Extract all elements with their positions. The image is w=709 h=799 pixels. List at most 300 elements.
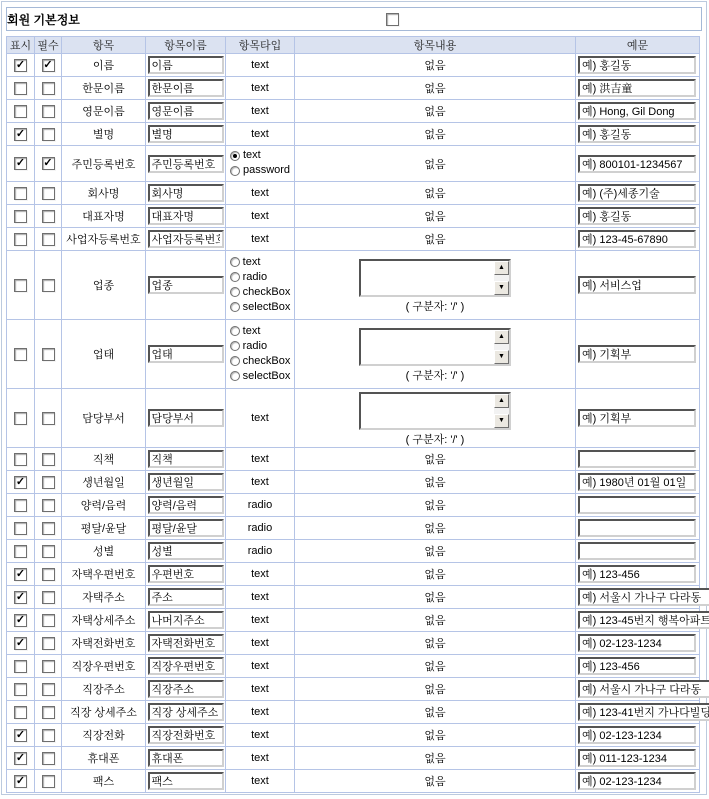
table-row (7, 678, 700, 701)
cell-item-type (226, 146, 295, 182)
item-name-input[interactable] (148, 588, 224, 606)
textarea-scrollbar[interactable] (494, 394, 509, 428)
required-checkbox[interactable] (42, 187, 55, 200)
cell-item-name (146, 54, 226, 77)
content-textarea[interactable] (359, 392, 511, 430)
item-name-input[interactable] (148, 565, 224, 583)
content-none-label: 없음 (424, 638, 446, 650)
example-input[interactable] (578, 496, 696, 514)
required-checkbox[interactable] (42, 637, 55, 650)
cell-required (35, 205, 62, 228)
cell-item (62, 146, 146, 182)
cell-item-name (146, 251, 226, 320)
example-input[interactable] (578, 450, 696, 468)
show-checkbox[interactable]: ✓ (15, 728, 26, 741)
show-checkbox[interactable]: ✓ (15, 567, 26, 580)
table-row (7, 123, 700, 146)
show-checkbox[interactable]: ✓ (15, 751, 26, 764)
cell-required (35, 320, 62, 389)
item-name-input[interactable] (148, 207, 224, 225)
scroll-up-button[interactable]: ▲ (494, 330, 509, 344)
example-input[interactable] (578, 657, 696, 675)
cell-item-name (146, 586, 226, 609)
cell-item-content (295, 724, 576, 747)
show-checkbox[interactable]: ✓ (15, 613, 26, 626)
show-checkbox[interactable]: ✓ (15, 157, 26, 169)
type-label: text (251, 591, 269, 603)
item-name-input[interactable] (148, 409, 224, 427)
item-label: 직책 (92, 454, 115, 466)
cell-item-type (226, 205, 295, 228)
cell-required (35, 448, 62, 471)
content-none-label: 없음 (424, 129, 446, 141)
cell-required (35, 540, 62, 563)
textarea-scrollbar[interactable] (494, 330, 509, 364)
required-checkbox[interactable] (42, 412, 55, 425)
scroll-up-button[interactable]: ▲ (494, 261, 509, 275)
item-name-input[interactable] (148, 657, 224, 675)
show-checkbox[interactable] (14, 706, 27, 719)
table-row (7, 609, 700, 632)
header-show: 표시 (7, 37, 35, 54)
required-checkbox[interactable] (42, 614, 55, 627)
table-row (7, 228, 700, 251)
example-input[interactable] (578, 102, 696, 120)
table-row (7, 389, 700, 448)
cell-item-type (226, 586, 295, 609)
content-textarea-holder (295, 328, 575, 383)
cell-required (35, 517, 62, 540)
required-checkbox[interactable] (42, 233, 55, 246)
cell-required (35, 228, 62, 251)
item-label: 휴대폰 (87, 753, 120, 765)
cell-required (35, 586, 62, 609)
radio-label: radio (242, 270, 268, 283)
cell-item (62, 655, 146, 678)
cell-item-name (146, 205, 226, 228)
cell-item-content (295, 389, 576, 448)
required-checkbox[interactable] (42, 660, 55, 673)
item-label: 회사명 (87, 188, 120, 200)
cell-item (62, 678, 146, 701)
content-none-label: 없음 (424, 188, 446, 200)
type-radio-group (230, 255, 291, 315)
cell-required (35, 563, 62, 586)
cell-example (576, 770, 700, 793)
cell-item (62, 448, 146, 471)
required-checkbox[interactable] (42, 729, 55, 742)
radio-text[interactable] (230, 151, 240, 161)
example-input[interactable] (578, 680, 709, 698)
item-name-input[interactable] (148, 519, 224, 537)
required-checkbox[interactable] (42, 476, 55, 489)
required-checkbox[interactable] (42, 706, 55, 719)
separator-note: ( 구분자: '/' ) (405, 434, 465, 446)
cell-item-name (146, 228, 226, 251)
example-input[interactable] (578, 125, 696, 143)
cell-show (7, 448, 35, 471)
cell-item (62, 517, 146, 540)
content-none-label: 없음 (424, 158, 446, 171)
type-label: text (251, 729, 269, 741)
cell-item (62, 609, 146, 632)
cell-item-content (295, 205, 576, 228)
item-label: 자택상세주소 (71, 615, 136, 627)
type-label: text (251, 476, 269, 488)
item-name-input[interactable] (148, 611, 224, 629)
cell-show (7, 146, 35, 182)
item-label: 대표자명 (82, 211, 125, 223)
cell-item-name (146, 123, 226, 146)
type-label: text (251, 775, 269, 787)
cell-show (7, 747, 35, 770)
show-checkbox[interactable]: ✓ (15, 774, 26, 787)
example-input[interactable] (578, 588, 709, 606)
show-checkbox[interactable] (14, 233, 27, 246)
content-none-label: 없음 (424, 592, 446, 604)
content-none-label: 없음 (424, 211, 446, 223)
item-label: 별명 (92, 129, 115, 141)
page-title-bar (6, 7, 702, 31)
scroll-down-button[interactable]: ▼ (494, 350, 509, 364)
cell-item-content (295, 678, 576, 701)
content-textarea[interactable] (359, 328, 511, 366)
example-input[interactable] (578, 565, 696, 583)
required-checkbox[interactable] (42, 568, 55, 581)
cell-item-type (226, 389, 295, 448)
show-checkbox[interactable]: ✓ (15, 475, 26, 488)
required-checkbox[interactable] (42, 348, 55, 361)
cell-example (576, 471, 700, 494)
example-input[interactable] (578, 207, 696, 225)
example-input[interactable] (578, 634, 696, 652)
cell-item-type (226, 182, 295, 205)
example-input[interactable] (578, 519, 696, 537)
required-checkbox[interactable] (42, 279, 55, 292)
type-radio-group (230, 148, 290, 178)
show-checkbox[interactable]: ✓ (15, 127, 26, 140)
table-row (7, 320, 700, 389)
radio-checkBox[interactable] (230, 287, 240, 297)
item-label: 직장전화 (82, 730, 125, 742)
radio-selectBox[interactable] (230, 371, 240, 381)
example-input[interactable] (578, 155, 696, 173)
cell-show (7, 77, 35, 100)
content-textarea-holder (295, 392, 575, 447)
show-checkbox[interactable] (14, 683, 27, 696)
show-checkbox[interactable] (14, 660, 27, 673)
example-input[interactable] (578, 56, 696, 74)
content-none-label: 없음 (424, 684, 446, 696)
item-name-input[interactable] (148, 634, 224, 652)
radio-checkBox[interactable] (230, 356, 240, 366)
cell-item-name (146, 517, 226, 540)
show-checkbox[interactable] (14, 453, 27, 466)
content-none-label: 없음 (424, 707, 446, 719)
required-checkbox[interactable] (42, 545, 55, 558)
required-checkbox[interactable] (42, 453, 55, 466)
item-name-input[interactable] (148, 749, 224, 767)
cell-item-type (226, 747, 295, 770)
table-row (7, 563, 700, 586)
cell-show (7, 471, 35, 494)
required-checkbox[interactable] (42, 82, 55, 95)
item-name-input[interactable] (148, 125, 224, 143)
item-name-input[interactable] (148, 450, 224, 468)
cell-required (35, 701, 62, 724)
cell-item-type (226, 251, 295, 320)
example-input[interactable] (578, 542, 696, 560)
required-checkbox[interactable] (42, 128, 55, 141)
item-name-input[interactable] (148, 726, 224, 744)
required-checkbox[interactable] (42, 775, 55, 788)
example-input[interactable] (578, 611, 709, 629)
table-row (7, 182, 700, 205)
example-input[interactable] (578, 703, 709, 721)
item-name-input[interactable] (148, 473, 224, 491)
radio-label: radio (242, 339, 268, 352)
item-label: 담당부서 (82, 413, 125, 425)
show-checkbox[interactable] (14, 522, 27, 535)
radio-radio[interactable] (230, 272, 240, 282)
item-name-input[interactable] (148, 56, 224, 74)
table-row (7, 540, 700, 563)
type-label: text (251, 706, 269, 718)
cell-item-content (295, 251, 576, 320)
cell-item-type (226, 655, 295, 678)
show-checkbox[interactable] (14, 82, 27, 95)
show-checkbox[interactable] (14, 105, 27, 118)
example-input[interactable] (578, 726, 696, 744)
required-checkbox[interactable]: ✓ (43, 58, 53, 71)
scroll-up-button[interactable]: ▲ (494, 394, 509, 408)
table-row (7, 655, 700, 678)
cell-item (62, 182, 146, 205)
cell-example (576, 123, 700, 146)
item-name-input[interactable] (148, 542, 224, 560)
required-checkbox[interactable] (42, 210, 55, 223)
example-input[interactable] (578, 473, 696, 491)
item-name-input[interactable] (148, 230, 224, 248)
example-input[interactable] (578, 184, 696, 202)
content-none-label: 없음 (424, 500, 446, 512)
content-none-label: 없음 (424, 477, 446, 489)
cell-example (576, 517, 700, 540)
cell-item (62, 701, 146, 724)
type-label: text (251, 637, 269, 649)
show-checkbox[interactable]: ✓ (15, 590, 26, 603)
cell-item-content (295, 586, 576, 609)
required-checkbox[interactable] (42, 105, 55, 118)
cell-required (35, 609, 62, 632)
example-input[interactable] (578, 276, 696, 294)
show-checkbox[interactable] (14, 187, 27, 200)
cell-item-content (295, 770, 576, 793)
item-name-input[interactable] (148, 276, 224, 294)
type-label: radio (247, 545, 273, 557)
cell-example (576, 609, 700, 632)
cell-item (62, 54, 146, 77)
scroll-down-button[interactable]: ▼ (494, 414, 509, 428)
cell-item-type (226, 100, 295, 123)
cell-example (576, 146, 700, 182)
cell-item-content (295, 517, 576, 540)
show-checkbox[interactable] (14, 210, 27, 223)
cell-item (62, 724, 146, 747)
cell-show (7, 320, 35, 389)
item-name-input[interactable] (148, 772, 224, 790)
table-row (7, 494, 700, 517)
item-name-input[interactable] (148, 345, 224, 363)
cell-item-content (295, 701, 576, 724)
cell-required (35, 123, 62, 146)
show-checkbox[interactable] (14, 279, 27, 292)
required-checkbox[interactable] (42, 752, 55, 765)
example-input[interactable] (578, 79, 696, 97)
cell-item (62, 100, 146, 123)
cell-item-content (295, 100, 576, 123)
item-name-input[interactable] (148, 79, 224, 97)
content-none-label: 없음 (424, 753, 446, 765)
cell-example (576, 182, 700, 205)
radio-label: text (242, 324, 261, 337)
item-label: 자택전화번호 (71, 638, 136, 650)
example-input[interactable] (578, 230, 696, 248)
content-none-label: 없음 (424, 730, 446, 742)
item-label: 한문이름 (82, 83, 125, 95)
type-label: text (251, 660, 269, 672)
show-checkbox[interactable] (14, 412, 27, 425)
cell-show (7, 100, 35, 123)
cell-required (35, 146, 62, 182)
cell-item-name (146, 471, 226, 494)
content-none-label: 없음 (424, 60, 446, 72)
cell-example (576, 389, 700, 448)
cell-required (35, 100, 62, 123)
cell-item-content (295, 123, 576, 146)
table-row (7, 251, 700, 320)
type-label: text (251, 614, 269, 626)
type-label: text (251, 105, 269, 117)
item-label: 이름 (92, 60, 115, 72)
cell-required (35, 389, 62, 448)
content-none-label: 없음 (424, 454, 446, 466)
required-checkbox[interactable] (42, 522, 55, 535)
cell-show (7, 123, 35, 146)
item-label: 양력/음력 (80, 500, 127, 512)
cell-item (62, 770, 146, 793)
required-checkbox[interactable]: ✓ (43, 157, 53, 169)
show-checkbox[interactable]: ✓ (15, 636, 26, 649)
cell-item-type (226, 77, 295, 100)
radio-text[interactable] (230, 326, 240, 336)
cell-example (576, 540, 700, 563)
cell-item-name (146, 747, 226, 770)
radio-text[interactable] (230, 257, 240, 267)
item-name-input[interactable] (148, 496, 224, 514)
cell-required (35, 632, 62, 655)
content-none-label: 없음 (424, 615, 446, 627)
required-checkbox[interactable] (42, 591, 55, 604)
radio-password[interactable] (230, 166, 240, 176)
cell-item-content (295, 228, 576, 251)
table-row (7, 586, 700, 609)
cell-item-type (226, 632, 295, 655)
cell-item-content (295, 540, 576, 563)
cell-show (7, 205, 35, 228)
show-checkbox[interactable]: ✓ (15, 58, 26, 71)
cell-item-type (226, 678, 295, 701)
cell-item-name (146, 494, 226, 517)
scroll-down-button[interactable]: ▼ (494, 281, 509, 295)
cell-item (62, 389, 146, 448)
cell-example (576, 77, 700, 100)
type-label: text (251, 187, 269, 199)
title-checkbox[interactable] (386, 13, 399, 26)
radio-option (230, 339, 291, 354)
cell-show (7, 540, 35, 563)
radio-radio[interactable] (230, 341, 240, 351)
header-item: 항목 (62, 37, 146, 54)
show-checkbox[interactable] (14, 499, 27, 512)
content-none-label: 없음 (424, 106, 446, 118)
item-name-input[interactable] (148, 102, 224, 120)
example-input[interactable] (578, 772, 696, 790)
table-row (7, 632, 700, 655)
field-table-body (7, 54, 700, 793)
cell-item-type (226, 609, 295, 632)
item-name-input[interactable] (148, 155, 224, 173)
radio-selectBox[interactable] (230, 302, 240, 312)
required-checkbox[interactable] (42, 683, 55, 696)
item-name-input[interactable] (148, 184, 224, 202)
example-input[interactable] (578, 345, 696, 363)
cell-item (62, 747, 146, 770)
radio-option (230, 369, 291, 384)
example-input[interactable] (578, 409, 696, 427)
cell-item-content (295, 563, 576, 586)
item-name-input[interactable] (148, 680, 224, 698)
cell-item-type (226, 471, 295, 494)
field-config-table (6, 36, 700, 793)
cell-item-type (226, 701, 295, 724)
show-checkbox[interactable] (14, 545, 27, 558)
content-textarea[interactable] (359, 259, 511, 297)
cell-show (7, 632, 35, 655)
cell-example (576, 320, 700, 389)
cell-item (62, 586, 146, 609)
textarea-scrollbar[interactable] (494, 261, 509, 295)
table-row (7, 448, 700, 471)
cell-show (7, 701, 35, 724)
type-label: text (251, 82, 269, 94)
content-none-label: 없음 (424, 523, 446, 535)
required-checkbox[interactable] (42, 499, 55, 512)
cell-show (7, 655, 35, 678)
type-label: text (251, 59, 269, 71)
show-checkbox[interactable] (14, 348, 27, 361)
page-title: 회원 기본정보 (7, 12, 80, 27)
item-name-input[interactable] (148, 703, 224, 721)
cell-show (7, 251, 35, 320)
item-label: 영문이름 (82, 106, 125, 118)
separator-note: ( 구분자: '/' ) (405, 370, 465, 382)
cell-item-type (226, 724, 295, 747)
example-input[interactable] (578, 749, 696, 767)
cell-item-name (146, 448, 226, 471)
item-label: 업종 (92, 280, 115, 292)
header-example: 예문 (576, 37, 700, 54)
